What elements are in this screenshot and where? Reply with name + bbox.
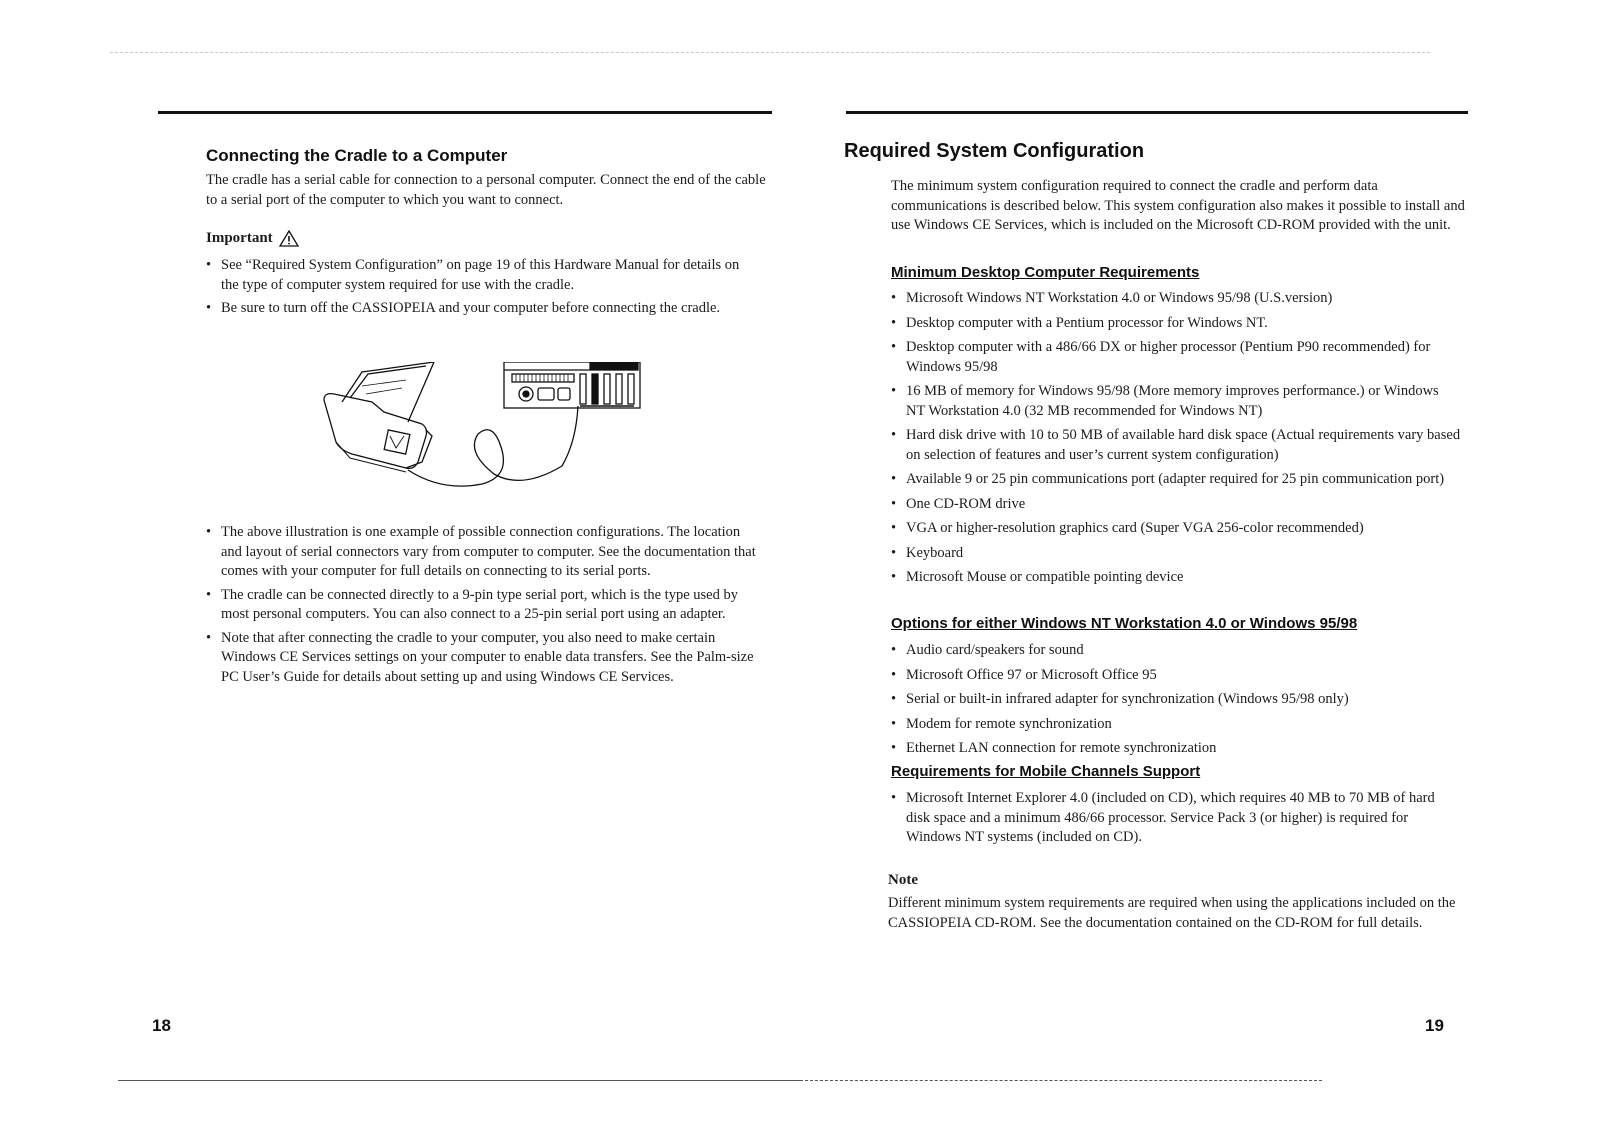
notes-item	[206, 523, 762, 582]
page-19	[800, 0, 1600, 1131]
notes-item-text: The above illustration is one example of possible connection configurations. The location and layout of serial connectors vary from computer to computer. See the documentation that comes with your computer for full details on connecting to its serial ports.	[221, 524, 756, 579]
option-item-text: Microsoft Office 97 or Microsoft Office 95	[906, 666, 1157, 683]
requirement-item	[891, 382, 1461, 421]
option-item-text: Audio card/speakers for sound	[906, 642, 1084, 658]
option-item	[891, 666, 1461, 686]
requirement-item	[891, 314, 1461, 334]
subsection-heading: Minimum Desktop Computer Requirements	[891, 264, 1200, 281]
requirement-item-text: Desktop computer with a 486/66 DX or higher processor (Pentium P90 recommended) for Windows 95/98	[906, 339, 1431, 375]
requirement-item	[891, 495, 1461, 515]
requirement-item	[891, 470, 1461, 490]
footer-rule	[118, 1080, 800, 1081]
important-item	[206, 299, 746, 319]
requirement-item-text: 16 MB of memory for Windows 95/98 (More memory improves performance.) or Windows NT Workstation 4.0 (32 MB recommended for Windows NT)	[906, 383, 1439, 419]
important-item	[206, 256, 746, 295]
computer-back-panel-drawing	[504, 362, 640, 408]
option-item	[891, 690, 1461, 710]
note-paragraph: Different minimum system requirements are required when using the applications included on the CASSIOPEIA CD-ROM. See the documentation contained on the CD-ROM for full details.	[888, 895, 1456, 931]
notes-item-text: Note that after connecting the cradle to your computer, you also need to make certain Windows CE Services settings on your computer to enable data transfers. See the Palm-size PC User’s Guide for details about setting up and using Windows CE Services.	[221, 629, 754, 685]
cradle-drawing	[324, 362, 434, 472]
mobile-channels-item-text: Microsoft Internet Explorer 4.0 (included on CD), which requires 40 MB to 70 MB of hard disk space and a minimum 486/66 processor. Service Pack 3 (or higher) is required for Windows NT systems (included on CD).	[906, 790, 1435, 845]
requirement-item	[891, 519, 1461, 539]
intro-paragraph: The minimum system configuration required to connect the cradle and perform data communications is described below. This system configuration also makes it possible to install and use Windows CE Services, which is included on the Microsoft CD-ROM provided with the unit.	[891, 178, 1465, 233]
options-list	[891, 641, 1461, 759]
mobile-channels-item	[891, 789, 1461, 848]
page-number: 19	[1425, 1016, 1444, 1035]
requirement-item	[891, 568, 1461, 588]
cradle-connection-illustration	[322, 362, 662, 502]
requirement-item	[891, 289, 1461, 309]
footer-rule	[800, 1080, 1322, 1081]
serial-cable-drawing	[408, 406, 578, 486]
header-rule	[846, 111, 1468, 114]
option-item-text: Serial or built-in infrared adapter for synchronization (Windows 95/98 only)	[906, 691, 1349, 707]
important-label: Important	[206, 230, 273, 246]
requirement-item-text: One CD-ROM drive	[906, 495, 1026, 512]
important-heading	[206, 230, 299, 247]
important-item-text: Be sure to turn off the CASSIOPEIA and your computer before connecting the cradle.	[221, 300, 721, 316]
requirement-item-text: Hard disk drive with 10 to 50 MB of available hard disk space (Actual requirements vary based on selection of features and user’s current system configuration)	[906, 427, 1461, 463]
intro-paragraph: The cradle has a serial cable for connection to a personal computer. Connect the end of the cable to a serial port of the computer to which you want to connect.	[206, 172, 766, 208]
requirement-item-text: Microsoft Windows NT Workstation 4.0 or Windows 95/98 (U.S.version)	[906, 290, 1333, 306]
important-item-text: See “Required System Configuration” on page 19 of this Hardware Manual for details on the type of computer system required for use with the cradle.	[221, 257, 740, 293]
option-item-text: Modem for remote synchronization	[906, 715, 1112, 732]
requirement-item-text: Desktop computer with a Pentium processor for Windows NT.	[906, 314, 1268, 331]
requirement-item	[891, 338, 1461, 377]
requirement-item-text: Microsoft Mouse or compatible pointing device	[906, 569, 1184, 585]
subsection-heading: Options for either Windows NT Workstation 4.0 or Windows 95/98	[891, 615, 1358, 632]
notes-item-text: The cradle can be connected directly to a 9-pin type serial port, which is the type used by most personal computers. You can also connect to a 25-pin serial port using an adapter.	[221, 586, 738, 622]
warning-triangle-icon	[279, 230, 299, 247]
option-item	[891, 739, 1461, 759]
notes-item	[206, 629, 762, 688]
note-heading: Note	[888, 872, 918, 888]
requirement-item-text: VGA or higher-resolution graphics card (Super VGA 256-color recommended)	[906, 520, 1364, 536]
important-list	[206, 256, 746, 319]
requirement-item-text: Available 9 or 25 pin communications port (adapter required for 25 pin communication port)	[906, 471, 1445, 487]
requirement-item	[891, 426, 1461, 465]
page-number: 18	[152, 1016, 171, 1035]
requirement-item	[891, 544, 1461, 564]
subsection-heading: Requirements for Mobile Channels Support	[891, 763, 1201, 780]
requirement-item-text: Keyboard	[906, 544, 964, 561]
mobile-channels-list	[891, 789, 1461, 848]
section-title: Required System Configuration	[844, 140, 1145, 162]
section-title: Connecting the Cradle to a Computer	[206, 146, 508, 165]
option-item	[891, 641, 1461, 661]
option-item	[891, 715, 1461, 735]
notes-item	[206, 586, 762, 625]
notes-list	[206, 523, 762, 687]
requirements-list	[891, 289, 1461, 588]
option-item-text: Ethernet LAN connection for remote synchronization	[906, 740, 1217, 756]
header-rule	[158, 111, 772, 114]
